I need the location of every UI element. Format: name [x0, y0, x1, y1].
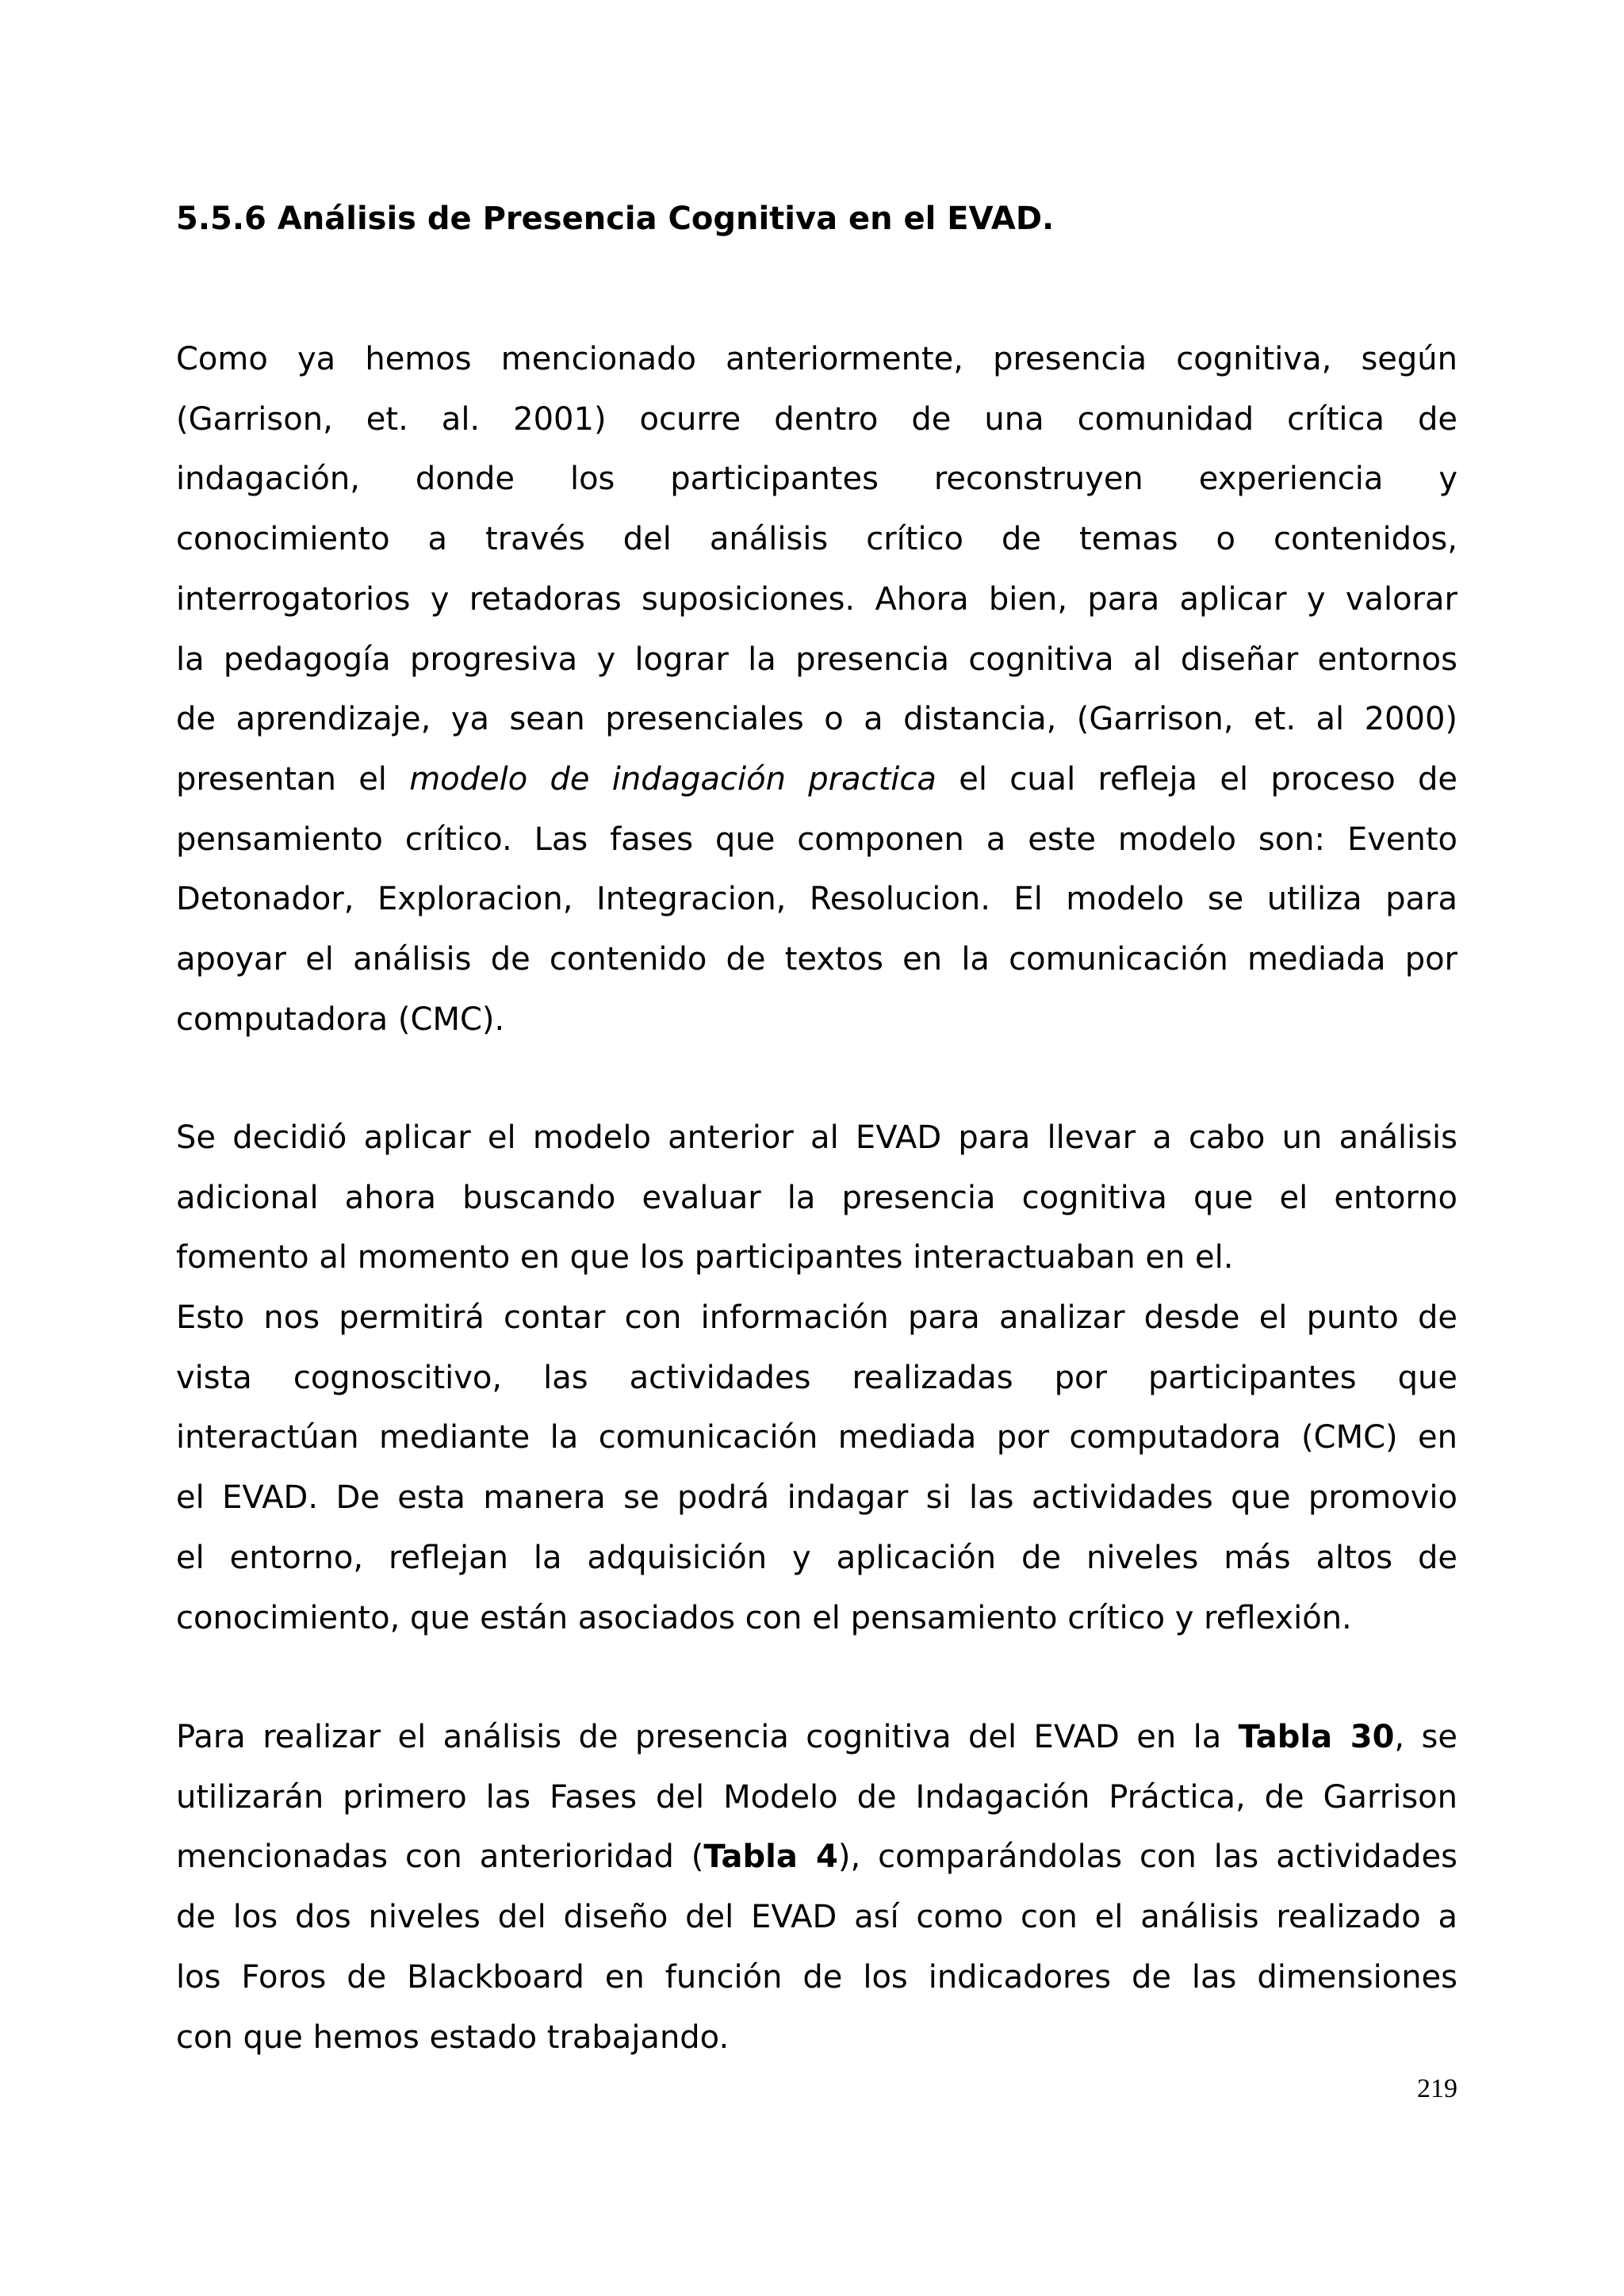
text-segment: , se — [1394, 1719, 1458, 1755]
text-line: el entorno, reflejan la adquisición y aplicación de niveles más altos de — [176, 1539, 1457, 1576]
text-line — [176, 750, 1457, 810]
text-line: de aprendizaje, ya sean presenciales o a distancia, (Garrison, et. al 2000) — [176, 701, 1457, 738]
text-line: interrogatorios y retadoras suposiciones. Ahora bien, para aplicar y valorar — [176, 580, 1457, 618]
text-line: Detonador, Exploracion, Integracion, Resolucion. El modelo se utiliza para — [176, 881, 1457, 918]
text-line: utilizarán primero las Fases del Modelo de Indagación Práctica, de Garrison — [176, 1778, 1457, 1816]
text-line: conocimiento, que están asociados con el pensamiento crítico y reflexión. — [176, 1599, 1352, 1636]
page-number: 219 — [1417, 2074, 1457, 2103]
text-line: de los dos niveles del diseño del EVAD así como con el análisis realizado a — [176, 1899, 1457, 1936]
paragraph-analysis-purpose — [176, 1288, 1457, 1648]
text-line: los Foros de Blackboard en función de los indicadores de las dimensiones — [176, 1958, 1457, 1996]
text-line: Como ya hemos mencionado anteriormente, presencia cognitiva, según — [176, 341, 1457, 377]
text-line: interactúan mediante la comunicación mediada por computadora (CMC) en — [176, 1419, 1457, 1456]
paragraph-model-application — [176, 1108, 1457, 1288]
text-line: adicional ahora buscando evaluar la presencia cognitiva que el entorno — [176, 1179, 1457, 1216]
document-page — [176, 0, 1457, 2296]
text-line: Se decidió aplicar el modelo anterior al EVAD para llevar a cabo un análisis — [176, 1119, 1457, 1156]
text-segment: mencionadas con anterioridad ( — [176, 1839, 704, 1876]
text-line: el EVAD. De esta manera se podrá indagar si las actividades que promovio — [176, 1479, 1457, 1517]
text-line: la pedagogía progresiva y lograr la presencia cognitiva al diseñar entornos — [176, 641, 1457, 678]
text-line: computadora (CMC). — [176, 1001, 505, 1038]
section-heading: 5.5.6 Análisis de Presencia Cognitiva en el EVAD. — [176, 201, 1055, 237]
text-line: conocimiento a través del análisis crítico de temas o contenidos, — [176, 521, 1457, 558]
text-line: (Garrison, et. al. 2001) ocurre dentro de una comunidad crítica de — [176, 400, 1457, 438]
text-segment: Para realizar el análisis de presencia cognitiva del EVAD en la — [176, 1719, 1239, 1755]
text-line: Esto nos permitirá contar con información para analizar desde el punto de — [176, 1299, 1457, 1336]
paragraph-table-reference — [176, 1708, 1457, 2068]
text-segment: presentan el — [176, 760, 410, 798]
text-segment: el cual refleja el proceso de — [936, 760, 1457, 798]
text-line: indagación, donde los participantes reconstruyen experiencia y — [176, 461, 1457, 498]
text-line — [176, 1827, 1457, 1888]
text-line: pensamiento crítico. Las fases que componen a este modelo son: Evento — [176, 821, 1457, 858]
text-segment: ), comparándolas con las actividades — [837, 1839, 1457, 1876]
table-4-reference: Tabla 4 — [703, 1839, 838, 1876]
text-line: vista cognoscitivo, las actividades realizadas por participantes que — [176, 1359, 1457, 1396]
table-30-reference: Tabla 30 — [1238, 1719, 1395, 1755]
paragraph-cognitive-presence-definition — [176, 330, 1457, 1050]
text-line: apoyar el análisis de contenido de textos en la comunicación mediada por — [176, 941, 1457, 978]
text-line — [176, 1708, 1457, 1768]
text-line: con que hemos estado trabajando. — [176, 2019, 730, 2056]
text-line: fomento al momento en que los participantes interactuaban en el. — [176, 1239, 1234, 1276]
italic-model-name: modelo de indagación practica — [409, 760, 936, 798]
